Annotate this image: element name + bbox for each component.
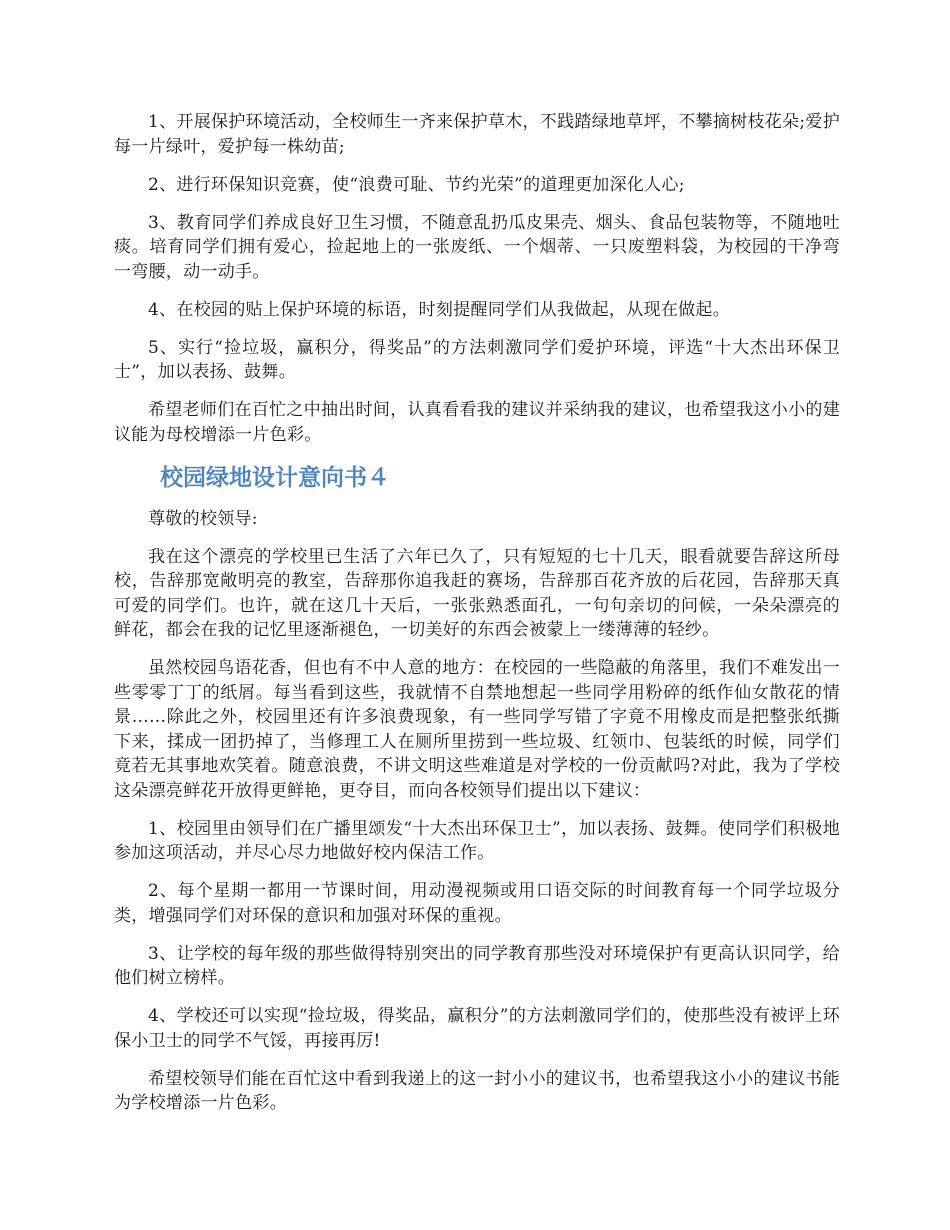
body-paragraph-problems: 虽然校园鸟语花香，但也有不中人意的地方：在校园的一些隐蔽的角落里，我们不难发出一些零零丁丁的纸屑。每当看到这些，我就情不自禁地想起一些同学用粉碎的纸作仙女散花的情景……除此之外，校园里还有许多浪费现象，有一些同学写错了字竟不用橡皮而是把整张纸撕下来，揉成一团扔掉了，当修理工人在厕所里捞到一些垃圾、红领巾、包装纸的时候，同学们竟若无其事地欢笑着。随意浪费，不讲文明这些难道是对学校的一份贡献吗?对此，我为了学校这朵漂亮鲜花开放得更鲜艳，更夺目，而向各校领导们提出以下建议： xyxy=(114,658,840,801)
list-item-3: 3、教育同学们养成良好卫生习惯，不随意乱扔瓜皮果壳、烟头、食品包装物等，不随地吐痰。培育同学们拥有爱心，捡起地上的一张废纸、一个烟蒂、一只废塑料袋，为校园的干净弯一弯腰，动一动手。 xyxy=(114,212,840,282)
suggestion-item-4: 4、学校还可以实现“捡垃圾，得奖品，赢积分”的方法刺激同学们的，使那些没有被评上环保小卫士的同学不气馁，再接再厉! xyxy=(114,1006,840,1051)
greeting: 尊敬的校领导: xyxy=(148,508,258,529)
section-heading: 校园绿地设计意向书４ xyxy=(160,464,390,491)
suggestion-item-3: 3、让学校的每年级的那些做得特别突出的同学教育那些没对环境保护有更高认识同学，给他们树立榜样。 xyxy=(114,943,840,988)
document-body xyxy=(114,110,840,1129)
list-item-4: 4、在校园的贴上保护环境的标语，时刻提醒同学们从我做起，从现在做起。 xyxy=(148,299,731,320)
list-item-1: 1、开展保护环境活动，全校师生一齐来保护草木，不践踏绿地草坪，不攀摘树枝花朵;爱护每一片绿叶，爱护每一株幼苗; xyxy=(114,112,840,157)
list-item-5: 5、实行“捡垃圾，赢积分，得奖品”的方法刺激同学们爱护环境，评选“十大杰出环保卫士”，加以表扬、鼓舞。 xyxy=(114,337,840,382)
suggestion-item-2: 2、每个星期一都用一节课时间，用动漫视频或用口语交际的时间教育每一个同学垃圾分类，增强同学们对环保的意识和加强对环保的重视。 xyxy=(114,881,840,926)
closing-paragraph: 希望老师们在百忙之中抽出时间，认真看看我的建议并采纳我的建议，也希望我这小小的建议能为母校增添一片色彩。 xyxy=(114,400,840,445)
closing-paragraph-2: 希望校领导们能在百忙这中看到我递上的这一封小小的建议书，也希望我这小小的建议书能为学校增添一片色彩。 xyxy=(114,1068,840,1113)
body-paragraph-intro: 我在这个漂亮的学校里已生活了六年已久了，只有短短的七十几天，眼看就要告辞这所母校，告辞那宽敞明亮的教室，告辞那你追我赶的赛场，告辞那百花齐放的后花园，告辞那天真可爱的同学们。也许，就在这几十天后，一张张熟悉面孔，一句句亲切的问候，一朵朵漂亮的鲜花，都会在我的记忆里逐渐褪色，一切美好的东西会被蒙上一缕薄薄的轻纱。 xyxy=(114,546,840,640)
list-item-2: 2、进行环保知识竞赛，使“浪费可耻、节约光荣”的道理更加深化人心; xyxy=(148,174,685,195)
suggestion-item-1: 1、校园里由领导们在广播里颂发“十大杰出环保卫士”，加以表扬、鼓舞。使同学们积极地参加这项活动，并尽心尽力地做好校内保洁工作。 xyxy=(114,818,840,863)
